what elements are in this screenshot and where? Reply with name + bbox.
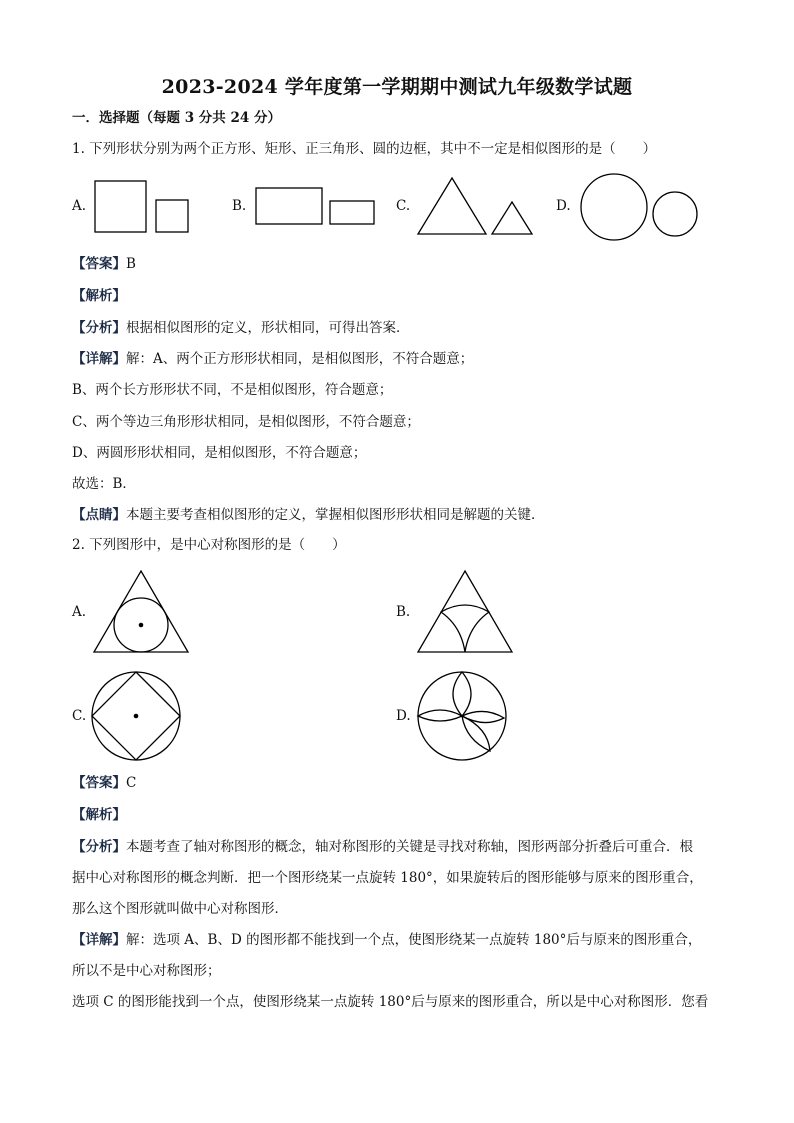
q1-dianjing xyxy=(72,505,545,525)
fenxi-tag: 【分析】 xyxy=(72,839,126,855)
dianjing-text: 本题主要考查相似图形的定义，掌握相似图形形状相同是解题的关键． xyxy=(126,507,545,523)
q2-analysis-tag xyxy=(72,805,126,825)
fenxi-text: 本题考查了轴对称图形的概念，轴对称图形的关键是寻找对称轴，图形两部分折叠后可重合．根 xyxy=(126,839,693,855)
xiangjie-tag: 【详解】 xyxy=(72,932,126,948)
page-title: 2023-2024 学年度第一学期期中测试九年级数学试题 xyxy=(161,76,633,98)
q2-option-b-figure xyxy=(414,568,516,656)
analysis-tag: 【解析】 xyxy=(72,807,126,823)
q2-xiangjie xyxy=(72,930,701,950)
q2-fenxi-line-2: 据中心对称图形的概念判断．把一个图形绕某一点旋转 180°，如果旋转后的图形能够与原来的图形重合， xyxy=(72,870,703,886)
q2-stem: 2. 下列图形中，是中心对称图形的是（ ） xyxy=(72,537,346,553)
q2-option-d-figure xyxy=(414,668,512,766)
xiangjie-text: 解：选项 A、B、D 的图形都不能找到一个点，使图形绕某一点旋转 180°后与原来的图形重合， xyxy=(126,932,702,948)
q1-option-c-figure xyxy=(414,174,544,240)
q2-fenxi-line-3: 那么这个图形就叫做中心对称图形． xyxy=(72,901,288,917)
q2-option-b-label: B. xyxy=(396,604,411,620)
q2-answer xyxy=(72,773,136,793)
q2-xiangjie-line-2: 所以不是中心对称图形； xyxy=(72,963,221,979)
q1-answer xyxy=(72,254,136,274)
q1-line-d: D、两圆形形状相同，是相似图形，不符合题意； xyxy=(72,445,367,461)
xiangjie-text: 解：A、两个正方形形状相同，是相似图形，不符合题意； xyxy=(126,351,474,367)
answer-tag: 【答案】 xyxy=(72,775,126,791)
q1-option-a-figure xyxy=(90,178,200,238)
q2-option-c-figure xyxy=(88,668,186,766)
q1-xiangjie xyxy=(72,349,473,369)
q2-option-a-label: A. xyxy=(72,604,87,620)
q1-option-c-label: C. xyxy=(396,198,411,214)
q1-option-b-label: B. xyxy=(232,198,247,214)
q1-conclusion: 故选：B． xyxy=(72,476,136,492)
q1-option-d-figure xyxy=(578,170,703,245)
q1-option-b-figure xyxy=(252,184,382,230)
analysis-tag: 【解析】 xyxy=(72,288,126,304)
answer-tag: 【答案】 xyxy=(72,256,126,272)
fenxi-text: 根据相似图形的定义，形状相同，可得出答案． xyxy=(126,320,410,336)
q1-line-c: C、两个等边三角形形状相同，是相似图形，不符合题意； xyxy=(72,414,420,430)
answer-value: B xyxy=(126,256,136,272)
section-heading: 一．选择题（每题 3 分共 24 分） xyxy=(72,110,281,126)
q2-option-d-label: D. xyxy=(396,708,411,724)
q1-analysis-tag xyxy=(72,286,126,306)
q1-option-a-label: A. xyxy=(72,198,87,214)
q1-option-d-label: D. xyxy=(556,198,571,214)
fenxi-tag: 【分析】 xyxy=(72,320,126,336)
q1-line-b: B、两个长方形形状不同，不是相似图形，符合题意； xyxy=(72,382,393,398)
xiangjie-tag: 【详解】 xyxy=(72,351,126,367)
q1-fenxi xyxy=(72,318,410,338)
q1-stem: 1. 下列形状分别为两个正方形、矩形、正三角形、圆的边框，其中不一定是相似图形的是（ ） xyxy=(72,141,657,157)
q2-option-c-label: C. xyxy=(72,708,87,724)
q2-option-a-figure xyxy=(90,568,192,656)
answer-value: C xyxy=(126,775,137,791)
q2-fenxi xyxy=(72,837,693,857)
q2-xiangjie-line-3: 选项 C 的图形能找到一个点，使图形绕某一点旋转 180°后与原来的图形重合，所以是中心对称图形．您看 xyxy=(72,994,709,1010)
dianjing-tag: 【点睛】 xyxy=(72,507,126,523)
